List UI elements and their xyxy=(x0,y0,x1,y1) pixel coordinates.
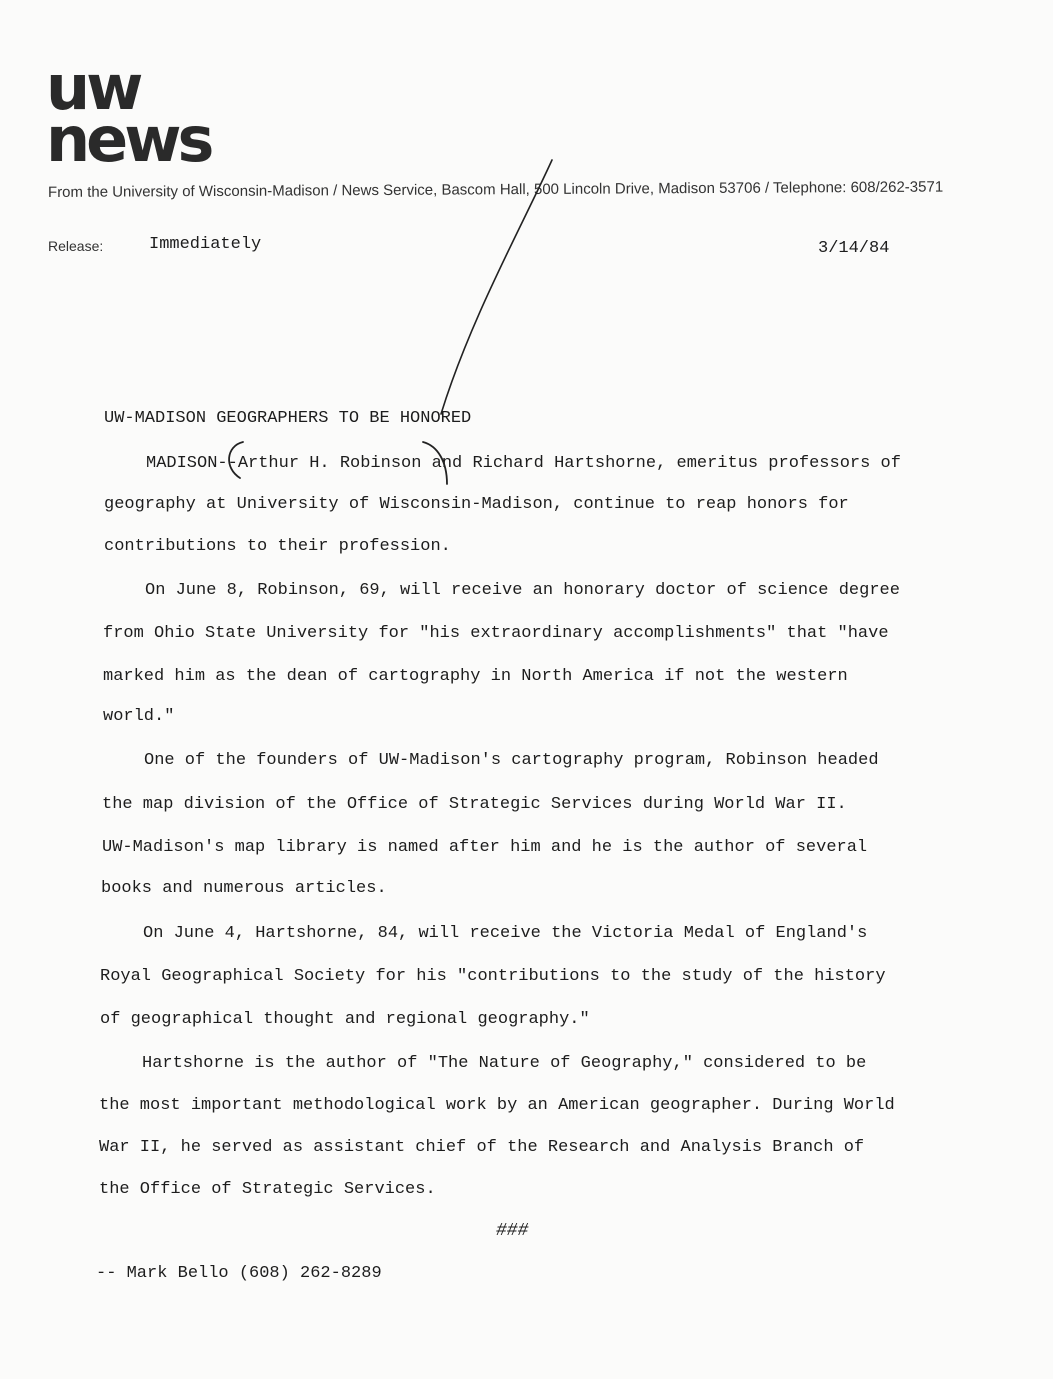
body-line: marked him as the dean of cartography in North America if not the western xyxy=(103,667,848,686)
release-date: 3/14/84 xyxy=(818,239,890,258)
body-line: On June 4, Hartshorne, 84, will receive the Victoria Medal of England's xyxy=(143,924,868,943)
body-line: contributions to their profession. xyxy=(104,537,451,556)
body-line: MADISON--Arthur H. Robinson and Richard Hartshorne, emeritus professors of xyxy=(146,454,901,473)
body-line: Hartshorne is the author of "The Nature of Geography," considered to be xyxy=(142,1054,867,1073)
body-line: geography at University of Wisconsin-Madison, continue to reap honors for xyxy=(104,495,849,514)
body-line: the map division of the Office of Strategic Services during World War II. xyxy=(102,795,847,814)
logo-line-uw: uw xyxy=(46,51,140,124)
letterhead-address: From the University of Wisconsin-Madison / News Service, Bascom Hall, 500 Lincoln Drive, Madison 53706 / Telephone: 608/262-3571 xyxy=(47,178,944,201)
logo-line-news: news xyxy=(46,103,211,176)
body-line: the Office of Strategic Services. xyxy=(99,1180,436,1199)
uw-news-logo xyxy=(46,51,211,176)
body-line: On June 8, Robinson, 69, will receive an honorary doctor of science degree xyxy=(145,581,900,600)
release-label: Release: xyxy=(48,238,104,254)
body-line: world." xyxy=(103,707,175,726)
body-line: of geographical thought and regional geography." xyxy=(100,1010,590,1029)
body-line: One of the founders of UW-Madison's cartography program, Robinson headed xyxy=(144,751,879,770)
body-line: from Ohio State University for "his extraordinary accomplishments" that "have xyxy=(103,624,889,643)
release-value: Immediately xyxy=(149,235,262,254)
end-mark: ### xyxy=(496,1221,529,1241)
body-line: the most important methodological work by an American geographer. During World xyxy=(99,1096,895,1115)
contact-line: -- Mark Bello (608) 262-8289 xyxy=(96,1264,382,1283)
body-line: books and numerous articles. xyxy=(101,879,387,898)
headline: UW-MADISON GEOGRAPHERS TO BE HONORED xyxy=(104,409,472,428)
body-line: UW-Madison's map library is named after him and he is the author of several xyxy=(102,838,868,857)
body-line: Royal Geographical Society for his "contributions to the study of the history xyxy=(100,967,886,986)
body-line: War II, he served as assistant chief of the Research and Analysis Branch of xyxy=(99,1138,865,1157)
